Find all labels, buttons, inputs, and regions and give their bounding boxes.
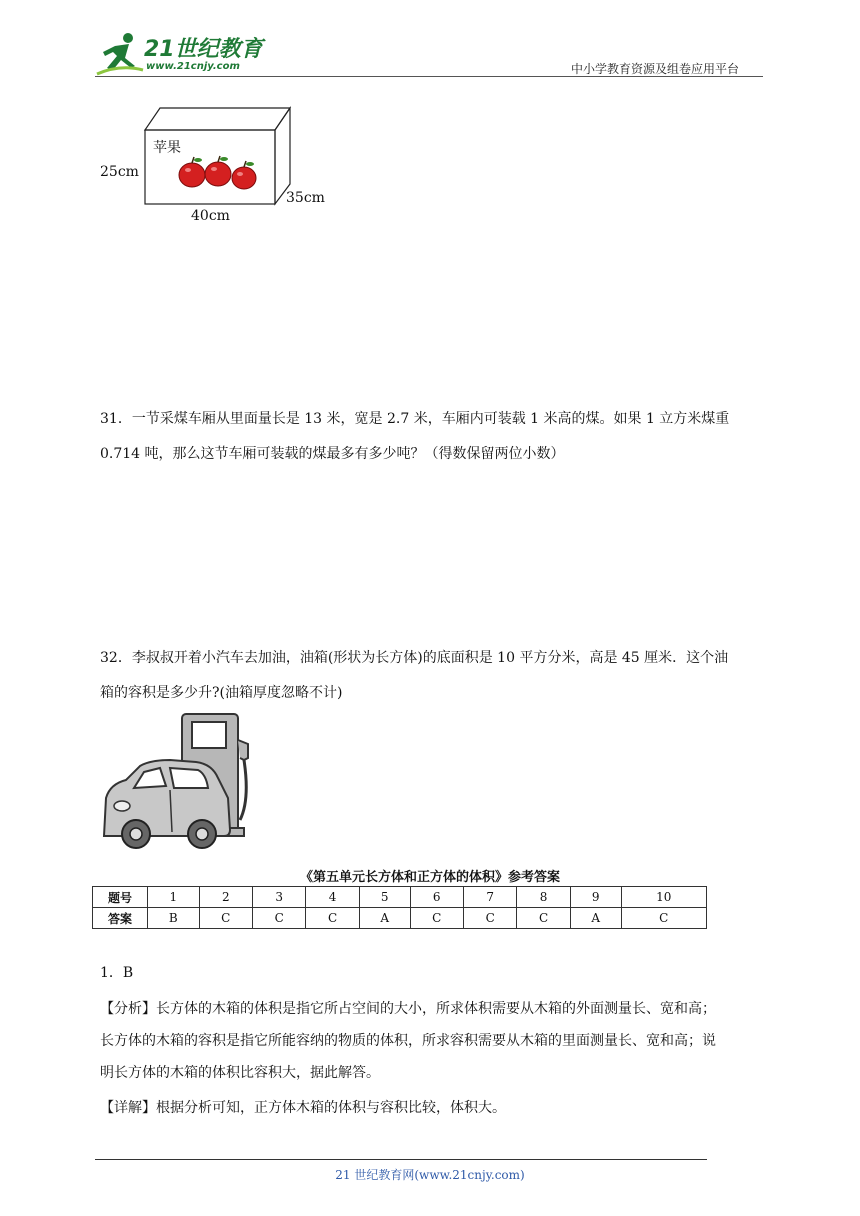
table-cell: C [463, 908, 516, 929]
table-cell: B [148, 908, 200, 929]
question-32-line-2: 箱的容积是多少升?(油箱厚度忽略不计) [100, 685, 343, 701]
answer-table [92, 886, 707, 929]
footer-divider [95, 1159, 707, 1160]
table-row [93, 908, 707, 929]
table-cell: 8 [517, 887, 570, 908]
table-cell: 10 [621, 887, 706, 908]
solution-item: 1．B [100, 965, 134, 981]
table-header-cell: 题号 [93, 887, 148, 908]
table-cell: C [410, 908, 463, 929]
table-cell: 3 [252, 887, 305, 908]
detail-line: 【详解】根据分析可知，正方体木箱的体积与容积比较，体积大。 [100, 1100, 506, 1116]
table-cell: A [359, 908, 410, 929]
answer-section-title: 《第五单元长方体和正方体的体积》参考答案 [299, 870, 560, 885]
box-length-label: 40cm [191, 208, 230, 224]
table-cell: 6 [410, 887, 463, 908]
apple-icon [205, 156, 231, 186]
box-label: 苹果 [153, 140, 181, 156]
footer-link[interactable]: 21 世纪教育网(www.21cnjy.com) [335, 1168, 525, 1182]
table-cell: C [621, 908, 706, 929]
box-height-label: 25cm [100, 164, 139, 180]
analysis-line-1: 【分析】长方体的木箱的体积是指它所占空间的大小，所求体积需要从木箱的外面测量长、宽和高； [100, 1001, 716, 1017]
car-fuel-pump-illustration [100, 710, 270, 856]
apple-icon [179, 157, 205, 187]
table-cell: C [517, 908, 570, 929]
header-divider [95, 76, 763, 77]
apple-icon [232, 161, 256, 189]
analysis-line-2: 长方体的木箱的容积是指它所能容纳的物质的体积，所求容积需要从木箱的里面测量长、宽和高；说 [100, 1033, 716, 1049]
table-cell: A [570, 908, 621, 929]
table-cell: 1 [148, 887, 200, 908]
table-cell: 4 [306, 887, 359, 908]
box-width-label: 35cm [286, 190, 325, 206]
question-31-line-1: 31．一节采煤车厢从里面量长是 13 米，宽是 2.7 米，车厢内可装载 1 米高的煤。如果 1 立方米煤重 [100, 411, 730, 427]
table-cell: 2 [199, 887, 252, 908]
question-32-line-1: 32．李叔叔开着小汽车去加油，油箱(形状为长方体)的底面积是 10 平方分米，高是 45 厘米．这个油 [100, 650, 729, 666]
question-31-line-2: 0.714 吨，那么这节车厢可装载的煤最多有多少吨？（得数保留两位小数） [100, 446, 565, 462]
table-cell: C [252, 908, 305, 929]
logo-text: 21世纪教育 [144, 37, 263, 62]
table-cell: 7 [463, 887, 516, 908]
table-cell: C [306, 908, 359, 929]
table-cell: C [199, 908, 252, 929]
analysis-line-3: 明长方体的木箱的体积比容积大，据此解答。 [100, 1065, 380, 1081]
table-row [93, 887, 707, 908]
table-cell: 5 [359, 887, 410, 908]
table-header-cell: 答案 [93, 908, 148, 929]
logo-url: www.21cnjy.com [146, 61, 240, 72]
header-tagline: 中小学教育资源及组卷应用平台 [571, 62, 740, 76]
runner-logo-icon [95, 30, 145, 78]
table-cell: 9 [570, 887, 621, 908]
